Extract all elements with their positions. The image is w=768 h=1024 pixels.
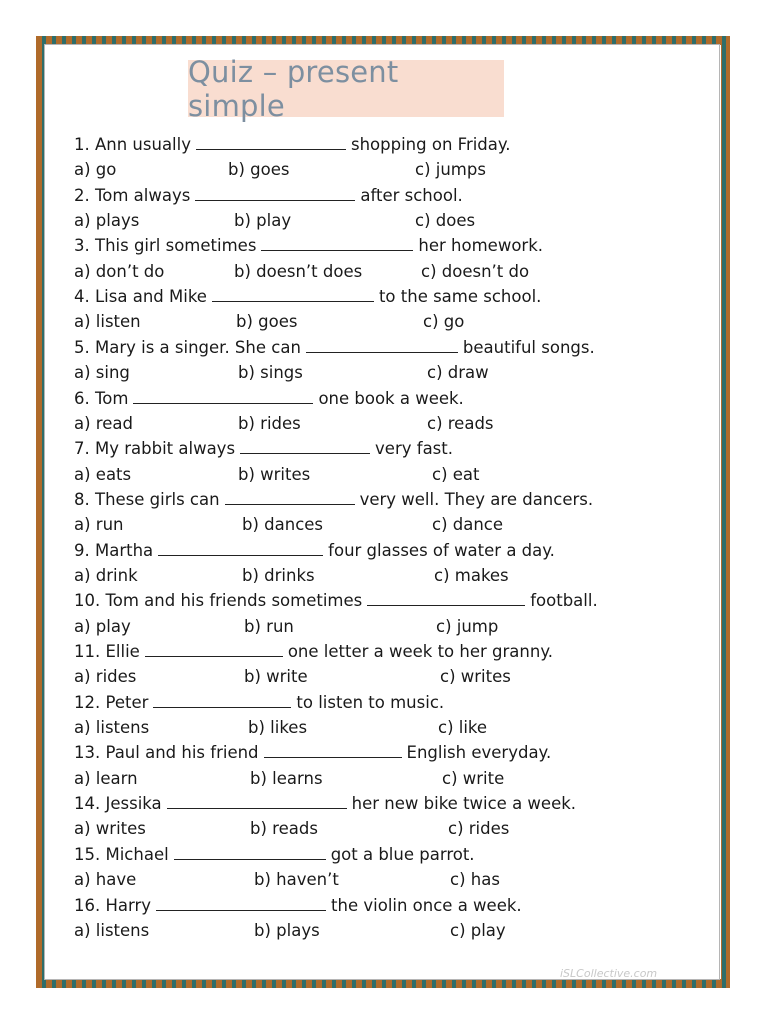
question-text: 12. Peter xyxy=(74,692,149,712)
answer-blank[interactable] xyxy=(195,186,355,201)
option-a[interactable]: a) listen xyxy=(74,312,141,332)
answer-blank[interactable] xyxy=(240,439,370,454)
option-b[interactable]: b) sings xyxy=(238,363,303,383)
inner-border xyxy=(44,44,720,980)
option-c[interactable]: c) go xyxy=(423,312,465,332)
option-c[interactable]: c) has xyxy=(450,870,500,890)
question-14 xyxy=(74,794,576,814)
option-a[interactable]: a) read xyxy=(74,413,133,433)
answer-blank[interactable] xyxy=(212,287,374,302)
answer-blank[interactable] xyxy=(174,845,326,860)
question-16 xyxy=(74,896,522,916)
question-13 xyxy=(74,743,551,763)
option-b[interactable]: b) goes xyxy=(228,160,290,180)
question-text: 14. Jessika xyxy=(74,794,162,814)
option-c[interactable]: c) like xyxy=(438,718,488,737)
question-text: 11. Ellie xyxy=(74,642,140,661)
option-b[interactable]: b) likes xyxy=(248,718,308,737)
option-a[interactable]: a) learn xyxy=(74,768,138,788)
option-b[interactable]: b) haven’t xyxy=(254,870,339,890)
answer-blank[interactable] xyxy=(261,236,413,251)
option-a[interactable]: a) listens xyxy=(74,920,150,940)
answer-blank[interactable] xyxy=(167,794,347,809)
option-b[interactable]: b) rides xyxy=(238,413,301,433)
option-c[interactable]: c) does xyxy=(415,211,476,230)
page-title: Quiz – present simple xyxy=(188,54,399,123)
question-text-end: football. xyxy=(530,591,598,611)
option-b[interactable]: b) drinks xyxy=(242,565,315,585)
question-7 xyxy=(74,439,453,459)
question-text-end: the violin once a week. xyxy=(331,895,522,915)
option-a[interactable]: a) plays xyxy=(74,211,140,230)
option-c[interactable]: c) makes xyxy=(434,565,509,585)
option-c[interactable]: c) write xyxy=(442,768,505,788)
option-a[interactable]: a) don’t do xyxy=(74,261,165,281)
question-text: 2. Tom always xyxy=(74,185,191,205)
question-text: 4. Lisa and Mike xyxy=(74,287,207,307)
answer-blank[interactable] xyxy=(196,135,346,150)
option-b[interactable]: b) play xyxy=(234,211,292,230)
answer-blank[interactable] xyxy=(145,642,283,657)
question-text-end: shopping on Friday. xyxy=(351,135,511,154)
question-text: 3. This girl sometimes xyxy=(74,236,257,256)
option-b[interactable]: b) plays xyxy=(254,920,320,940)
question-text-end: one book a week. xyxy=(318,388,464,408)
option-c[interactable]: c) draw xyxy=(427,363,489,383)
option-b[interactable]: b) reads xyxy=(250,819,318,839)
option-b[interactable]: b) goes xyxy=(236,312,298,332)
question-text: 7. My rabbit always xyxy=(74,439,236,459)
question-text-end: after school. xyxy=(360,185,463,205)
question-text-end: English everyday. xyxy=(406,743,552,763)
question-1 xyxy=(74,135,511,155)
answer-blank[interactable] xyxy=(225,490,355,505)
option-c[interactable]: c) jumps xyxy=(415,160,486,180)
question-5 xyxy=(74,338,595,358)
option-a[interactable]: a) play xyxy=(74,616,131,636)
option-b[interactable]: b) doesn’t does xyxy=(234,261,363,281)
question-2 xyxy=(74,186,463,206)
option-b[interactable]: b) write xyxy=(244,667,308,687)
option-b[interactable]: b) run xyxy=(244,616,294,636)
question-text-end: four glasses of water a day. xyxy=(328,540,555,560)
question-4 xyxy=(74,287,541,307)
question-text-end: to the same school. xyxy=(378,287,542,307)
option-c[interactable]: c) writes xyxy=(440,667,511,687)
watermark: iSLCollective.com xyxy=(560,967,658,980)
option-a[interactable]: a) run xyxy=(74,515,124,535)
answer-blank[interactable] xyxy=(264,743,402,758)
option-b[interactable]: b) dances xyxy=(242,515,324,535)
question-text: 5. Mary is a singer. She can xyxy=(74,337,301,357)
answer-blank[interactable] xyxy=(367,591,525,606)
option-c[interactable]: c) play xyxy=(450,920,506,940)
question-text: 9. Martha xyxy=(74,540,154,560)
question-text-end: to listen to music. xyxy=(296,692,445,712)
question-10 xyxy=(74,591,598,611)
option-c[interactable]: c) rides xyxy=(448,819,510,839)
question-6 xyxy=(74,389,464,409)
answer-blank[interactable] xyxy=(153,693,291,708)
option-a[interactable]: a) listens xyxy=(74,718,150,737)
option-c[interactable]: c) eat xyxy=(432,464,480,484)
option-a[interactable]: a) drink xyxy=(74,565,138,585)
question-3 xyxy=(74,236,543,256)
question-text: 10. Tom and his friends sometimes xyxy=(74,591,363,611)
question-8 xyxy=(74,490,593,510)
question-text-end: very fast. xyxy=(375,439,453,459)
option-a[interactable]: a) rides xyxy=(74,667,137,687)
question-11 xyxy=(74,642,553,662)
option-c[interactable]: c) doesn’t do xyxy=(421,261,530,281)
question-12 xyxy=(74,693,444,713)
option-c[interactable]: c) reads xyxy=(427,413,494,433)
answer-blank[interactable] xyxy=(158,541,323,556)
answer-blank[interactable] xyxy=(156,896,326,911)
question-text-end: her new bike twice a week. xyxy=(351,794,577,814)
option-a[interactable]: a) writes xyxy=(74,819,146,839)
title-banner xyxy=(188,54,504,123)
answer-blank[interactable] xyxy=(306,338,458,353)
question-text-end: one letter a week to her granny. xyxy=(287,642,553,661)
option-a[interactable]: a) have xyxy=(74,870,137,890)
question-text-end: beautiful songs. xyxy=(462,337,595,357)
question-text: 13. Paul and his friend xyxy=(74,743,259,763)
question-text: 6. Tom xyxy=(74,388,129,408)
question-9 xyxy=(74,541,555,561)
option-a[interactable]: a) eats xyxy=(74,464,132,484)
option-c[interactable]: c) dance xyxy=(432,515,504,535)
question-15 xyxy=(74,845,475,865)
question-text: 16. Harry xyxy=(74,895,152,915)
option-b[interactable]: b) writes xyxy=(238,464,311,484)
question-text-end: got a blue parrot. xyxy=(330,844,475,864)
question-text-end: her homework. xyxy=(418,236,544,256)
question-text: 8. These girls can xyxy=(74,489,220,509)
question-text: 15. Michael xyxy=(74,844,169,864)
option-c[interactable]: c) jump xyxy=(436,616,499,636)
question-text: 1. Ann usually xyxy=(74,135,191,154)
option-b[interactable]: b) learns xyxy=(250,768,323,788)
answer-blank[interactable] xyxy=(133,389,313,404)
option-a[interactable]: a) go xyxy=(74,160,117,180)
option-a[interactable]: a) sing xyxy=(74,363,130,383)
question-text-end: very well. They are dancers. xyxy=(359,489,594,509)
